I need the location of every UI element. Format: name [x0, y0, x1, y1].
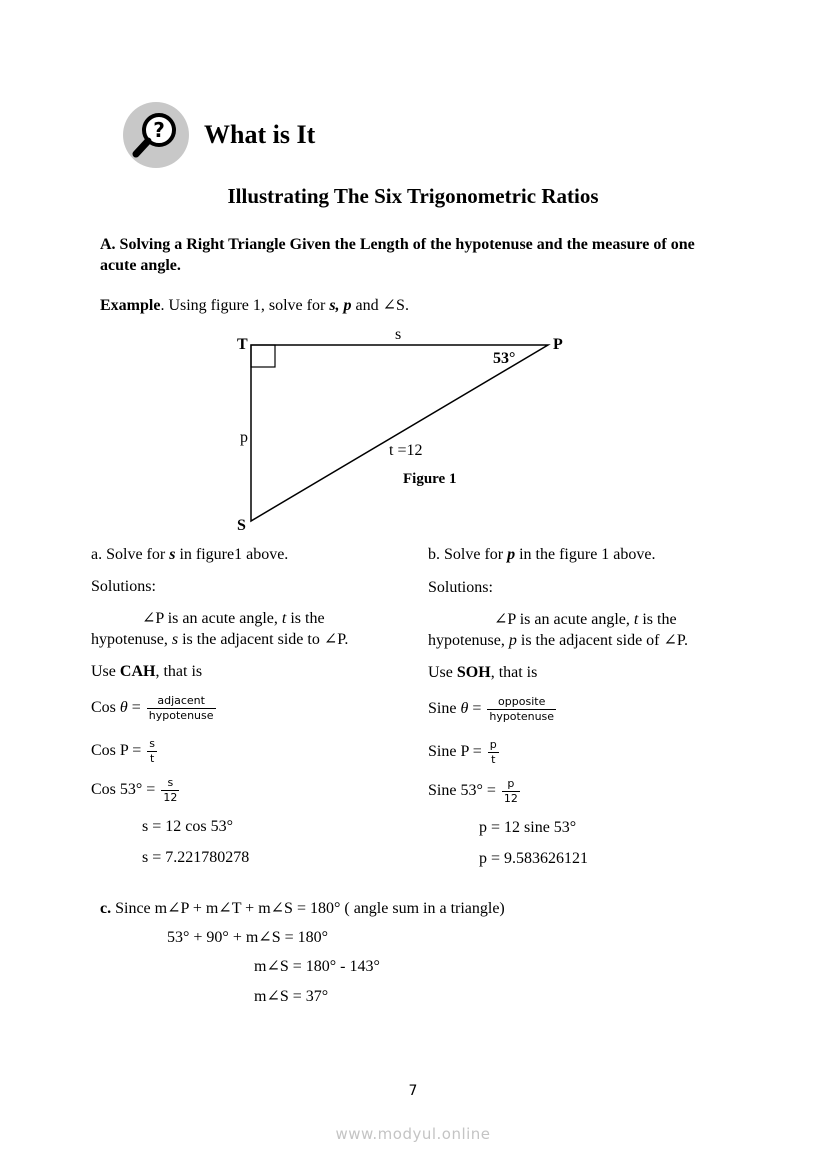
col-b-explain-line2: hypotenuse, p is the adjacent side of ∠P. [428, 632, 689, 649]
part-c-line3: m∠S = 180° - 143° [254, 958, 380, 975]
section-a-heading-line1: A. Solving a Right Triangle Given the Length of the hypotenuse and the measure of one [100, 236, 695, 253]
example-suffix: and ∠S. [351, 297, 409, 314]
vertex-t-label: T [237, 336, 248, 353]
col-b-solutions: Solutions: [428, 579, 493, 596]
col-a-step2: s = 7.221780278 [142, 849, 250, 866]
vertex-p-label: P [553, 336, 563, 353]
side-s-label: s [395, 326, 402, 343]
col-b-step2: p = 9.583626121 [479, 850, 589, 867]
col-a-use-cah: Use CAH, that is [91, 663, 203, 680]
watermark: www.modyul.online [335, 1125, 491, 1143]
opposite-over-hypotenuse-fraction: $\frac{\text{opposite}}{\text{hypotenuse}}$ [489, 694, 555, 723]
section-a-heading-line2: acute angle. [100, 257, 181, 274]
col-a-explain-line1: ∠P is an acute angle, t is the [142, 610, 325, 627]
col-b-eq3: Sine 53° = $\frac{p}{12}$ [428, 776, 518, 805]
s-over-12-fraction: $\frac{s}{12}$ [163, 775, 178, 804]
part-c-line1: c. Since m∠P + m∠T + m∠S = 180° ( angle sum in a triangle) [100, 900, 505, 917]
col-b-question: b. Solve for p in the figure 1 above. [428, 546, 656, 563]
col-b-eq2: Sine P = $\frac{p}{t}$ [428, 737, 497, 766]
col-a-eq3: Cos 53° = $\frac{s}{12}$ [91, 775, 178, 804]
col-a-step1: s = 12 cos 53° [142, 818, 233, 835]
angle-p-label: 53° [493, 350, 516, 367]
example-vars: s, p [329, 297, 352, 314]
section-title: What is It [204, 120, 316, 149]
hypotenuse-label: t =12 [389, 442, 423, 459]
magnifier-question-icon [122, 101, 190, 169]
p-over-12-fraction: $\frac{p}{12}$ [503, 776, 518, 805]
col-b-step1: p = 12 sine 53° [479, 819, 577, 836]
part-c-line2: 53° + 90° + m∠S = 180° [167, 929, 329, 946]
col-b-use-soh: Use SOH, that is [428, 664, 538, 681]
col-b-eq1: Sine θ = $\frac{\text{opposite}}{\text{hypotenuse}}$ [428, 694, 555, 723]
col-b-explain-line1: ∠P is an acute angle, t is the [494, 611, 677, 628]
page-title: Illustrating The Six Trigonometric Ratios [227, 184, 599, 208]
example-line [100, 296, 409, 316]
example-label: Example [100, 297, 161, 314]
col-a-eq1: Cos θ = $\frac{\text{adjacent}}{\text{hypotenuse}}$ [91, 693, 214, 722]
right-angle-marker [251, 345, 275, 367]
adjacent-over-hypotenuse-fraction: $\frac{\text{adjacent}}{\text{hypotenuse}}$ [148, 693, 214, 722]
side-p-label: p [240, 429, 248, 446]
col-a-solutions: Solutions: [91, 578, 156, 595]
s-over-t-fraction: $\frac{s}{t}$ [149, 736, 155, 765]
svg-text:?: ? [153, 118, 165, 142]
p-over-t-fraction: $\frac{p}{t}$ [489, 737, 497, 766]
page-number: 7 [408, 1083, 418, 1099]
figure-caption: Figure 1 [403, 471, 457, 487]
col-a-explain-line2: hypotenuse, s is the adjacent side to ∠P. [91, 631, 349, 648]
col-a-question: a. Solve for s in figure1 above. [91, 546, 289, 563]
figure-1-triangle [0, 325, 826, 545]
example-text: . Using figure 1, solve for [160, 297, 330, 314]
what-is-it-icon [122, 101, 190, 169]
col-a-eq2: Cos P = $\frac{s}{t}$ [91, 736, 155, 765]
part-c-line4: m∠S = 37° [254, 988, 329, 1005]
vertex-s-label: S [237, 517, 246, 534]
triangle-outline [251, 345, 548, 521]
